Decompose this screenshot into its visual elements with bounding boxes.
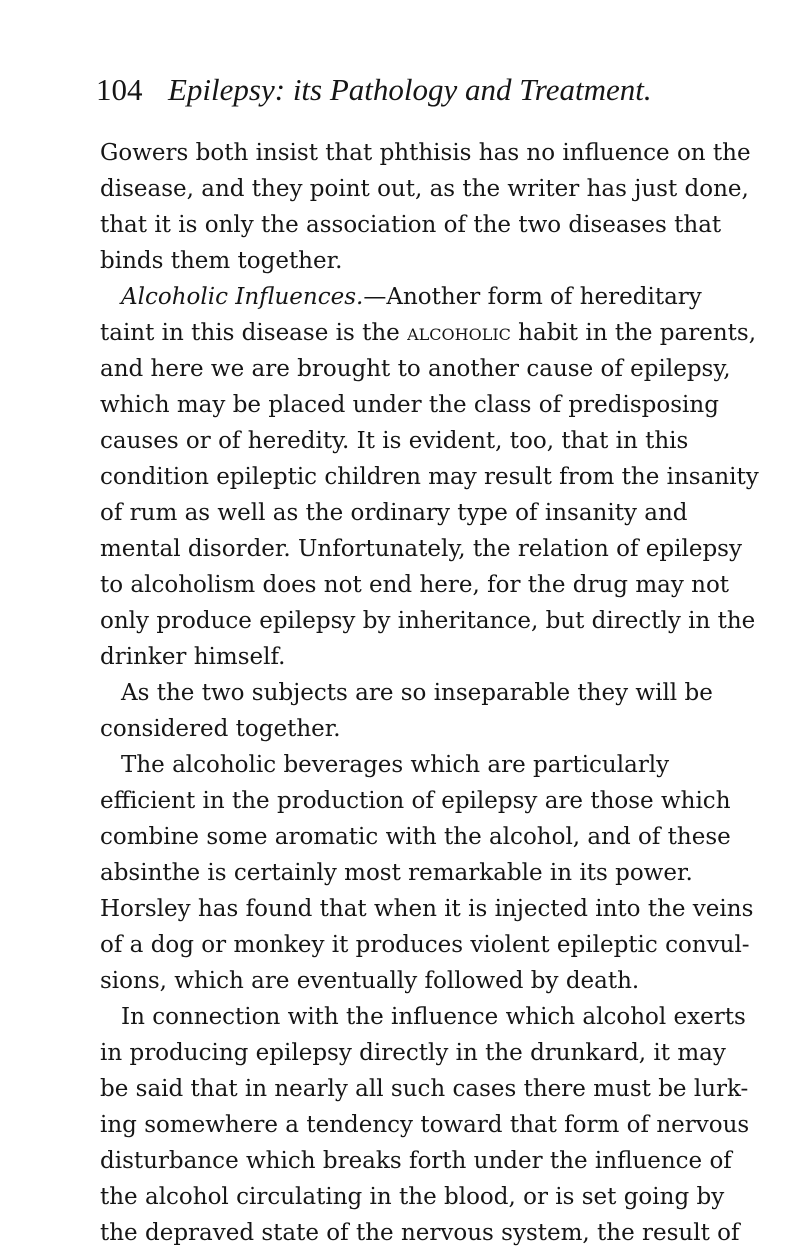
text-line: and here we are brought to another cause of epilepsy,: [100, 356, 731, 382]
text-line: Horsley has found that when it is injected into the veins: [100, 896, 754, 922]
text-line: to alcoholism does not end here, for the drug may not: [100, 572, 730, 598]
text-line: [121, 279, 702, 315]
text-line: only produce epilepsy by inheritance, but directly in the: [100, 608, 756, 634]
text-line: As the two subjects are so inseparable they will be: [121, 680, 713, 706]
text-line: absinthe is certainly most remarkable in its power.: [100, 860, 693, 886]
text-span: taint in this disease is the: [100, 320, 408, 346]
text-line: [100, 315, 756, 351]
running-head: [96, 70, 736, 110]
text-line: In connection with the influence which alcohol exerts: [121, 1004, 746, 1030]
text-line: in producing epilepsy directly in the drunkard, it may: [100, 1040, 726, 1066]
text-line: ing somewhere a tendency toward that form of nervous: [100, 1112, 750, 1138]
section-heading: Alcoholic Influences.: [121, 284, 364, 310]
text-line: disturbance which breaks forth under the influence of: [100, 1148, 732, 1174]
text-line: causes or of heredity. It is evident, too, that in this: [100, 428, 689, 454]
text-line: be said that in nearly all such cases there must be lurk-: [100, 1076, 749, 1102]
text-span: habit in the parents,: [510, 320, 757, 346]
text-line: which may be placed under the class of predisposing: [100, 392, 719, 418]
text-span: —Another form of hereditary: [363, 284, 702, 310]
text-line: of a dog or monkey it produces violent epileptic convul-: [100, 932, 750, 958]
text-line: The alcoholic beverages which are particularly: [121, 752, 670, 778]
text-line: sions, which are eventually followed by death.: [100, 968, 640, 994]
text-line: drinker himself.: [100, 644, 286, 670]
text-line: combine some aromatic with the alcohol, and of these: [100, 824, 731, 850]
text-line: the alcohol circulating in the blood, or is set going by: [100, 1184, 725, 1210]
text-line: that it is only the association of the two diseases that: [100, 212, 722, 238]
text-line: the depraved state of the nervous system, the result of: [100, 1220, 740, 1246]
text-line: binds them together.: [100, 248, 343, 274]
text-line: mental disorder. Unfortunately, the relation of epilepsy: [100, 536, 742, 562]
running-title: Epilepsy: its Pathology and Treatment.: [168, 72, 652, 107]
text-line: disease, and they point out, as the writer has just done,: [100, 176, 749, 202]
text-line: condition epileptic children may result from the insanity: [100, 464, 759, 490]
text-line: of rum as well as the ordinary type of insanity and: [100, 500, 688, 526]
text-line: considered together.: [100, 716, 341, 742]
text-line: Gowers both insist that phthisis has no influence on the: [100, 140, 751, 166]
page-number: 104: [96, 72, 143, 107]
small-caps-term: alcoholic: [407, 320, 511, 346]
text-line: efficient in the production of epilepsy are those which: [100, 788, 731, 814]
